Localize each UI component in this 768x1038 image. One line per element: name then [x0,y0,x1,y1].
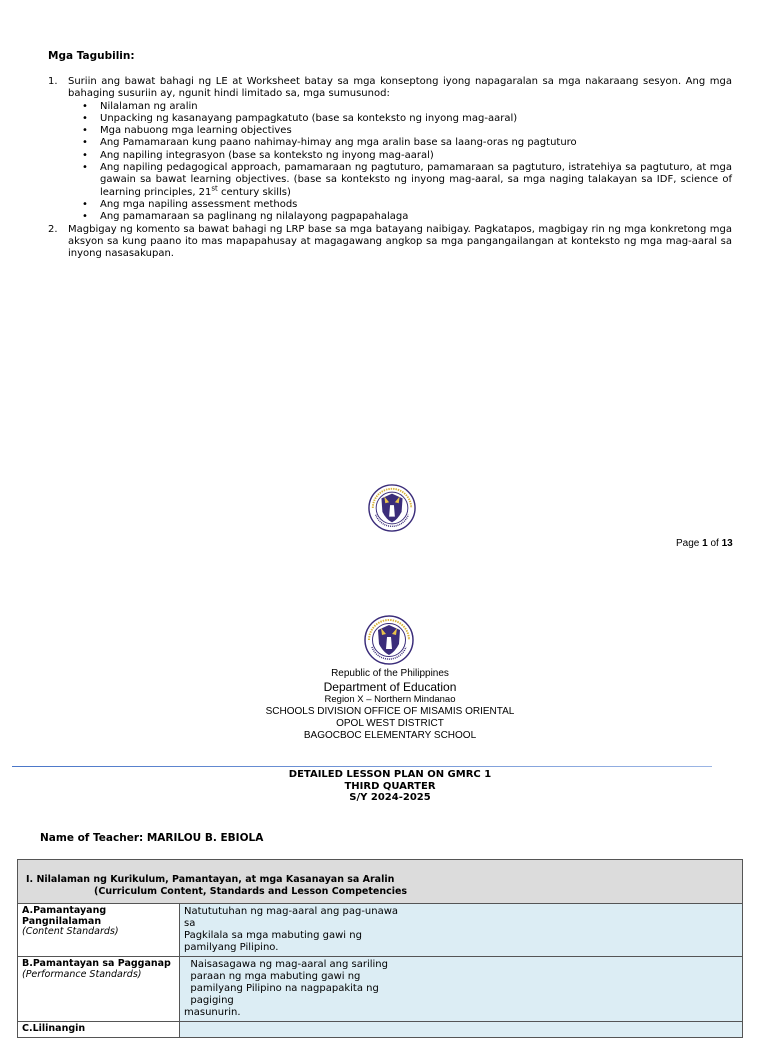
republic-line: Republic of the Philippines [331,668,449,679]
bullet-icon: • [82,137,88,149]
division-line: SCHOOLS DIVISION OFFICE OF MISAMIS ORIENTAL [265,706,515,717]
bullet-icon: • [82,149,88,161]
deped-seal-logo [367,484,417,532]
school-line: BAGOCBOC ELEMENTARY SCHOOL [303,730,477,741]
row-label: C.Lilinangin [18,1022,180,1038]
table-row [18,957,743,1022]
table-header-row [18,860,743,904]
instructions-title: Mga Tagubilin: [48,50,135,62]
lesson-plan-title: DETAILED LESSON PLAN ON GMRC 1 THIRD QUARTER S/Y 2024-2025 [288,769,492,803]
table-heading: I. Nilalaman ng Kurikulum, Pamantayan, at mga Kasanayan sa Aralin (Curriculum Content, Standards and Lesson Competencies [18,860,743,904]
bullet-icon: • [82,198,88,210]
region-line: Region X – Northern Mindanao [324,694,456,705]
teacher-name: Name of Teacher: MARILOU B. EBIOLA [40,832,264,844]
bullet-icon: • [82,100,88,112]
table-row [18,904,743,957]
curriculum-table [17,859,743,1038]
letterhead [190,668,590,742]
list-item: • Ang Pamamaraan kung paano nahimay-himay ang mga aralin base sa laang-oras ng pagtuturo [82,137,577,149]
district-line: OPOL WEST DISTRICT [336,718,444,729]
deped-seal-logo [364,615,414,665]
instruction-text: Suriin ang bawat bahagi ng LE at Worksheet batay sa mga konseptong iyong napagaralan sa mga nakaraang sesyon. Ang mga bahaging susuriin ay, ngunit hindi limitado sa, mga sumusunod: [68,76,732,100]
instructions-list [48,76,732,260]
instruction-text: Magbigay ng komento sa bawat bahagi ng LRP base sa mga batayang naibigay. Pagkatapos, magbigay rin ng mga konkretong mga aksyon sa kung paano ito mas mapapahusay at magagawang angkop sa mga pangangailangan at konteksto ng mga mag-aaral sa inyong nasasakupan. [68,223,732,260]
list-item: • Mga nabuong mga learning objectives [82,125,292,137]
criteria-list [68,101,732,224]
bullet-icon: • [82,112,88,124]
row-label: A.Pamantayang Pangnilalaman (Content Standards) [18,904,180,957]
list-item: • Nilalaman ng aralin [82,100,198,112]
list-item: • Unpacking ng kasanayang pampagkatuto (base sa konteksto ng inyong mag-aaral) [82,112,518,124]
page-number: Page 1 of 13 [676,538,733,549]
row-label: B.Pamantayan sa Pagganap (Performance Standards) [18,957,180,1022]
list-item: • Ang mga napiling assessment methods [82,198,298,210]
header-divider [12,766,712,767]
bullet-icon: • [82,162,88,174]
list-item: • Ang napiling pedagogical approach, pamamaraan ng pagtuturo, pamamaraan sa pagtuturo, istratehiya sa pagtuturo, at mga gawain sa bawat learning objectives. (base sa konteksto ng inyong mag-aaral, sa mga naging talakayan sa IDF, science of learning principles, 21st century skills) [82,162,732,198]
bullet-icon: • [82,125,88,137]
item-number: 1. [48,76,58,87]
instruction-item-1 [48,76,732,224]
bullet-icon: • [82,211,88,223]
instruction-item-2 [48,224,732,261]
row-value: Naisasagawa ng mag-aaral ang sariling paraan ng mga mabuting gawi ng pamilyang Pilipino na nagpapakita ng pagiging masunurin. [180,957,743,1022]
list-item: • Ang napiling integrasyon (base sa konteksto ng inyong mag-aaral) [82,149,434,161]
department-line: Department of Education [323,680,457,694]
list-item: • Ang pamamaraan sa paglinang ng nilalayong pagpapahalaga [82,211,409,223]
row-value: Natututuhan ng mag-aaral ang pag-unawa sa Pagkilala sa mga mabuting gawi ng pamilyang Pilipino. [180,904,743,957]
item-number: 2. [48,223,58,235]
